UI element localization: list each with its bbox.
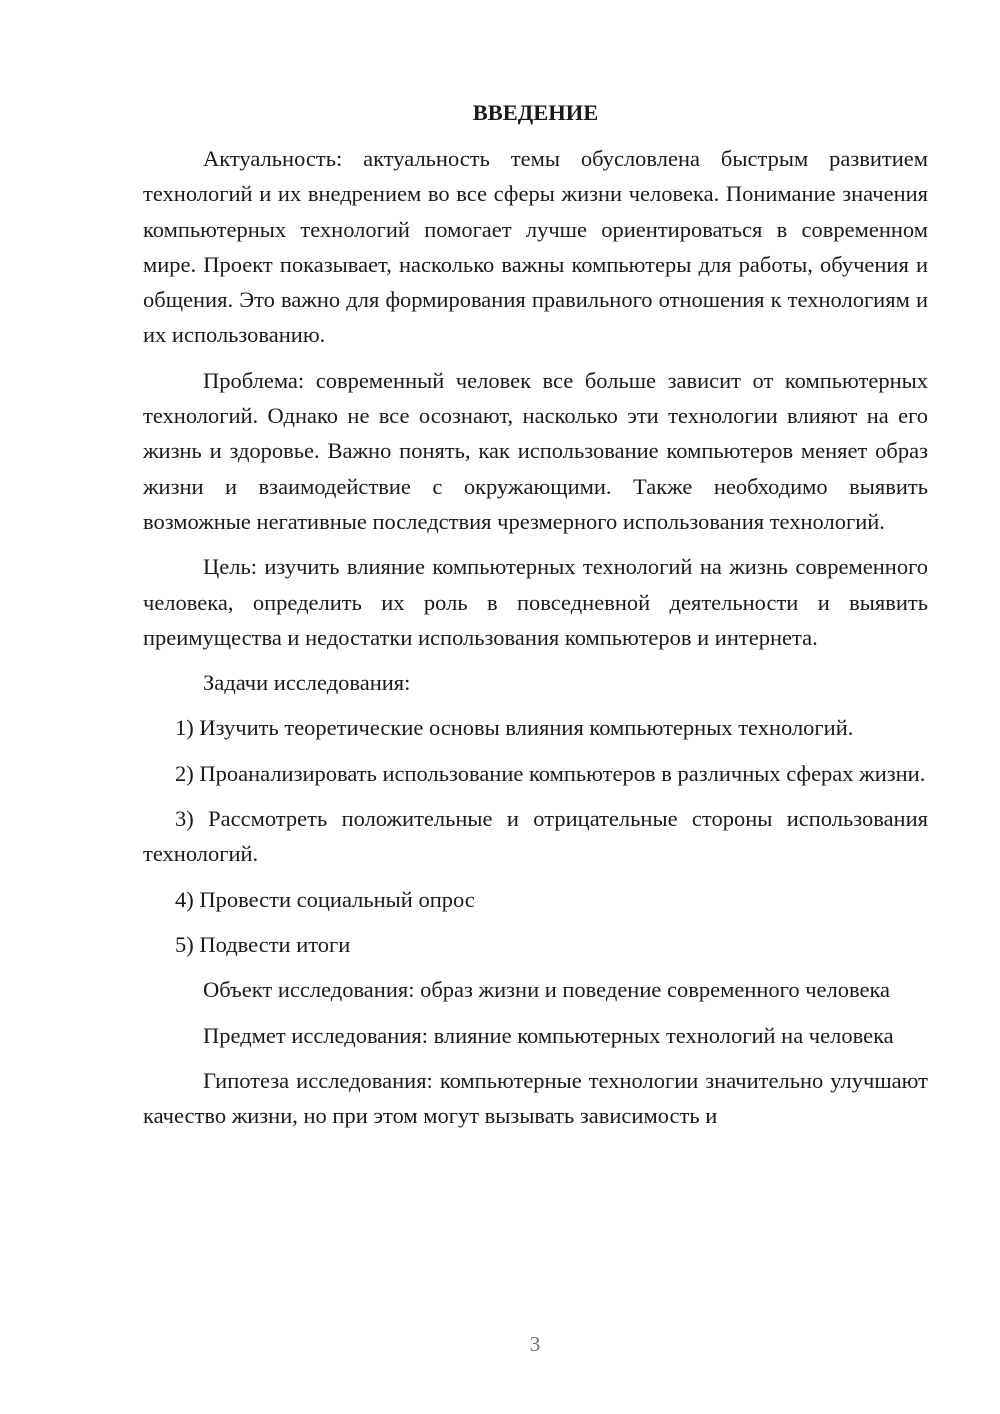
object-paragraph: Объект исследования: образ жизни и поведение современного человека	[203, 977, 891, 1003]
task-item-1: 1) Изучить теоретические основы влияния компьютерных технологий.	[175, 715, 854, 741]
task-item-4: 4) Провести социальный опрос	[175, 886, 475, 912]
subject-paragraph: Предмет исследования: влияние компьютерных технологий на человека	[203, 1022, 894, 1048]
page-content	[143, 95, 928, 1143]
relevance-paragraph: Актуальность: актуальность темы обусловлена быстрым развитием технологий и их внедрением во все сферы жизни человека. Понимание значения компьютерных технологий помогает лучше ориентироваться в современном мире. Проект показывает, насколько важны компьютеры для работы, обучения и общения. Это важно для формирования правильного отношения к технологиям и их использованию.	[143, 146, 928, 348]
tasks-heading: Задачи исследования:	[203, 670, 411, 696]
task-item-2: 2) Проанализировать использование компьютеров в различных сферах жизни.	[175, 760, 926, 786]
task-item-5: 5) Подвести итоги	[175, 931, 351, 957]
problem-paragraph: Проблема: современный человек все больше зависит от компьютерных технологий. Однако не все осознают, насколько эти технологии влияют на его жизнь и здоровье. Важно понять, как использование компьютеров меняет образ жизни и взаимодействие с окружающими. Также необходимо выявить возможные негативные последствия чрезмерного использования технологий.	[143, 367, 928, 534]
hypothesis-paragraph: Гипотеза исследования: компьютерные технологии значительно улучшают качество жизни, но при этом могут вызывать зависимость и	[143, 1067, 928, 1129]
goal-paragraph: Цель: изучить влияние компьютерных технологий на жизнь современного человека, определить их роль в повседневной деятельности и выявить преимущества и недостатки использования компьютеров и интернета.	[143, 554, 928, 650]
task-item-3: 3) Рассмотреть положительные и отрицательные стороны использования технологий.	[143, 806, 928, 867]
page-number: 3	[529, 1332, 541, 1356]
section-title: ВВЕДЕНИЕ	[472, 100, 599, 125]
